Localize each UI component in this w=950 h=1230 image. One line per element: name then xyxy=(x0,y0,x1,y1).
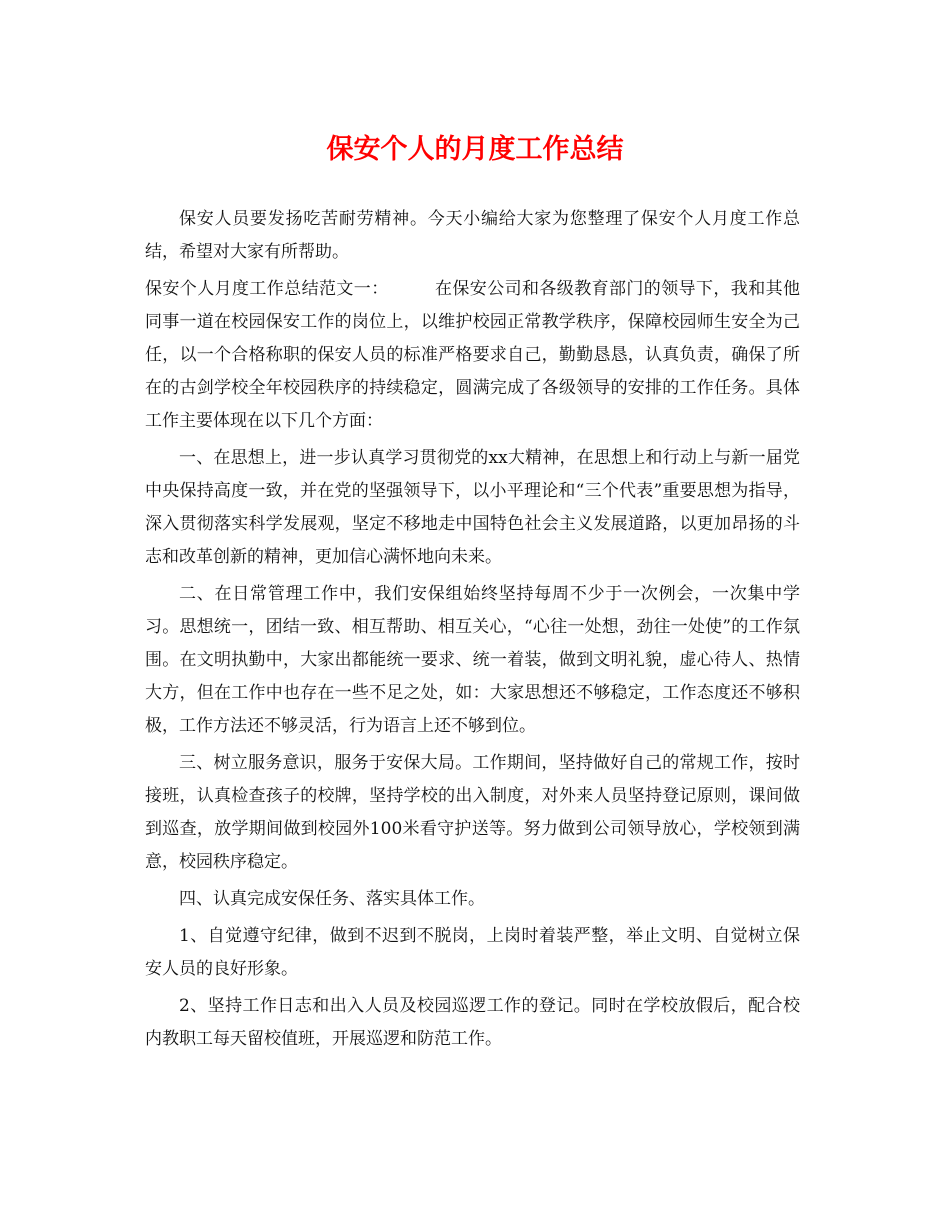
sample-paragraph xyxy=(145,273,800,438)
item-two-paragraph: 2、坚持工作日志和出入人员及校园巡逻工作的登记。同时在学校放假后，配合校内教职工每天留校值班，开展巡逻和防范工作。 xyxy=(145,996,800,1049)
section-three-paragraph: 三、树立服务意识，服务于安保大局。工作期间，坚持做好自己的常规工作，按时接班，认真检查孩子的校牌，坚持学校的出入制度，对外来人员坚持登记原则，课间做到巡查，放学期间做到校园外100米看守护送等。努力做到公司领导放心，学校领到满意，校园秩序稳定。 xyxy=(145,753,800,872)
section-two-paragraph: 二、在日常管理工作中，我们安保组始终坚持每周不少于一次例会，一次集中学习。思想统一，团结一致、相互帮助、相互关心，“心往一处想，劲往一处使”的工作氛围。在文明执勤中，大家出都能统一要求、统一着装，做到文明礼貌，虚心待人、热情大方，但在工作中也存在一些不足之处，如：大家思想还不够稳定，工作态度还不够积极，工作方法还不够灵活，行为语言上还不够到位。 xyxy=(145,584,800,736)
sample-intro: 在保安公司和各级教育部门的领导下，我和其他同事一道在校园保安工作的岗位上，以维护校园正常教学秩序，保障校园师生安全为己任，以一个合格称职的保安人员的标准严格要求自己，勤勤恳恳，认真负责，确保了所在的古剑学校全年校园秩序的持续稳定，圆满完成了各级领导的安排的工作任务。具体工作主要体现在以下几个方面： xyxy=(145,279,801,431)
document-title: 保安个人的月度工作总结 xyxy=(326,134,624,165)
item-one-paragraph: 1、自觉遵守纪律，做到不迟到不脱岗，上岗时着装严整，举止文明、自觉树立保安人员的良好形象。 xyxy=(145,926,800,979)
document-body xyxy=(145,203,800,1060)
section-one-paragraph: 一、在思想上，进一步认真学习贯彻党的xx大精神，在思想上和行动上与新一届党中央保持高度一致，并在党的坚强领导下，以小平理论和“三个代表”重要思想为指导，深入贯彻落实科学发展观，坚定不移地走中国特色社会主义发展道路，以更加昂扬的斗志和改革创新的精神，更加信心满怀地向未来。 xyxy=(145,448,800,567)
section-four-paragraph: 四、认真完成安保任务、落实具体工作。 xyxy=(179,889,485,909)
sample-heading: 保安个人月度工作总结范文一： xyxy=(145,279,389,299)
intro-paragraph: 保安人员要发扬吃苦耐劳精神。今天小编给大家为您整理了保安个人月度工作总结，希望对大家有所帮助。 xyxy=(145,209,800,262)
